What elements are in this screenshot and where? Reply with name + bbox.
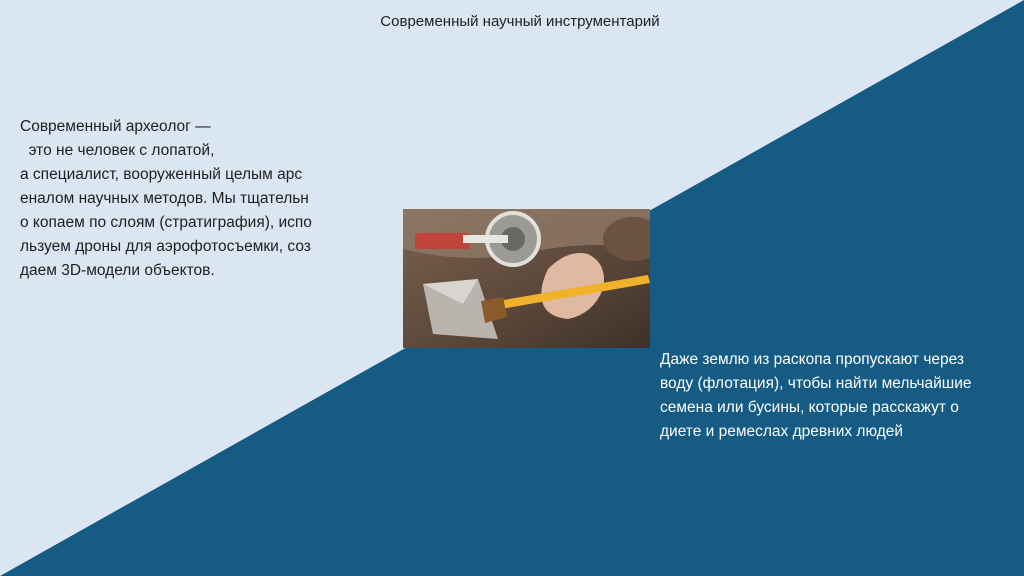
left-text-block bbox=[20, 115, 370, 283]
right-text-line: диете и ремеслах древних людей bbox=[660, 423, 904, 440]
right-text-line: семена или бусины, которые расскажут о bbox=[660, 399, 959, 416]
left-text-line: а специалист, вооруженный целым арс bbox=[20, 166, 303, 183]
archaeology-tools-photo bbox=[403, 209, 650, 348]
left-text-line: о копаем по слоям (стратиграфия), испо bbox=[20, 214, 312, 231]
right-text-block bbox=[660, 348, 1020, 444]
slide-title: Современный научный инструментарий bbox=[380, 13, 660, 30]
left-text-line: льзуем дроны для аэрофотосъемки, соз bbox=[20, 238, 311, 255]
left-text-line: еналом научных методов. Мы тщательн bbox=[20, 190, 309, 207]
left-text-line: даем 3D-модели объектов. bbox=[20, 262, 215, 279]
left-text-line: это не человек с лопатой, bbox=[20, 142, 215, 159]
right-text-line: воду (флотация), чтобы найти мельчайшие bbox=[660, 375, 972, 392]
right-text-line: Даже землю из раскопа пропускают через bbox=[660, 351, 965, 368]
left-text-line: Современный археолог — bbox=[20, 118, 211, 135]
